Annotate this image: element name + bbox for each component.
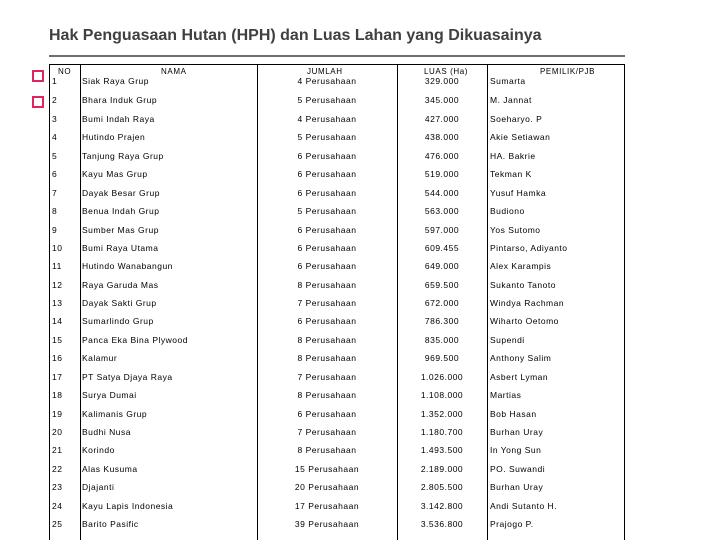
cell-pemilik: Akie Setiawan <box>490 132 551 142</box>
cell-luas: 597.000 <box>424 225 460 235</box>
table-row <box>49 445 625 463</box>
table-row <box>49 76 625 94</box>
cell-jumlah: 8 Perusahaan <box>297 280 357 290</box>
cell-pemilik: Prajogo P. <box>490 519 534 529</box>
cell-nama: Bumi Raya Utama <box>82 243 159 253</box>
cell-no: 2 <box>52 95 58 105</box>
cell-jumlah: 20 Perusahaan <box>294 482 360 492</box>
cell-jumlah: 39 Perusahaan <box>294 519 360 529</box>
cell-no: 13 <box>52 298 63 308</box>
cell-no: 15 <box>52 335 63 345</box>
header-nama: NAMA <box>161 67 187 76</box>
cell-jumlah: 5 Perusahaan <box>297 206 357 216</box>
cell-jumlah: 7 Perusahaan <box>297 298 357 308</box>
cell-no: 9 <box>52 225 58 235</box>
table-row <box>49 206 625 224</box>
table-row <box>49 353 625 371</box>
cell-pemilik: Alex Karampis <box>490 261 552 271</box>
cell-pemilik: PO. Suwandi <box>490 464 546 474</box>
cell-luas: 476.000 <box>424 151 460 161</box>
cell-luas: 438.000 <box>424 132 460 142</box>
cell-luas: 1.026.000 <box>420 372 464 382</box>
cell-no: 23 <box>52 482 63 492</box>
table-row <box>49 95 625 113</box>
cell-no: 17 <box>52 372 63 382</box>
cell-jumlah: 6 Perusahaan <box>297 225 357 235</box>
cell-luas: 1.493.500 <box>420 445 464 455</box>
cell-jumlah: 6 Perusahaan <box>297 169 357 179</box>
cell-jumlah: 4 Perusahaan <box>297 76 357 86</box>
cell-nama: Raya Garuda Mas <box>82 280 159 290</box>
cell-pemilik: Bob Hasan <box>490 409 537 419</box>
cell-nama: Kalimanis Grup <box>82 409 148 419</box>
cell-pemilik: Burhan Uray <box>490 427 544 437</box>
cell-nama: Budhi Nusa <box>82 427 131 437</box>
cell-jumlah: 6 Perusahaan <box>297 316 357 326</box>
cell-pemilik: Andi Sutanto H. <box>490 501 558 511</box>
cell-no: 5 <box>52 151 58 161</box>
cell-pemilik: Yusuf Hamka <box>490 188 547 198</box>
table-row <box>49 482 625 500</box>
cell-luas: 3.142.800 <box>420 501 464 511</box>
cell-luas: 786.300 <box>424 316 460 326</box>
cell-pemilik: Soeharyo. P <box>490 114 543 124</box>
cell-no: 12 <box>52 280 63 290</box>
cell-luas: 329.000 <box>424 76 460 86</box>
cell-nama: Dayak Sakti Grup <box>82 298 157 308</box>
cell-no: 25 <box>52 519 63 529</box>
cell-nama: Kalamur <box>82 353 118 363</box>
cell-pemilik: Supendi <box>490 335 525 345</box>
page-title: Hak Penguasaan Hutan (HPH) dan Luas Lahan yang Dikuasainya <box>49 27 542 44</box>
cell-jumlah: 6 Perusahaan <box>297 188 357 198</box>
cell-no: 22 <box>52 464 63 474</box>
cell-no: 20 <box>52 427 63 437</box>
cell-nama: Djajanti <box>82 482 115 492</box>
cell-luas: 649.000 <box>424 261 460 271</box>
cell-jumlah: 8 Perusahaan <box>297 335 357 345</box>
cell-nama: Kayu Lapis Indonesia <box>82 501 174 511</box>
cell-no: 6 <box>52 169 58 179</box>
table-row <box>49 335 625 353</box>
cell-nama: Barito Pasific <box>82 519 139 529</box>
cell-jumlah: 4 Perusahaan <box>297 114 357 124</box>
header-pemilik: PEMILIK/PJB <box>540 67 596 76</box>
cell-pemilik: Martias <box>490 390 522 400</box>
table-row <box>49 169 625 187</box>
cell-no: 21 <box>52 445 63 455</box>
table-row <box>49 519 625 537</box>
cell-pemilik: Tekman K <box>490 169 532 179</box>
cell-luas: 1.108.000 <box>420 390 464 400</box>
cell-no: 14 <box>52 316 63 326</box>
table-row <box>49 132 625 150</box>
cell-pemilik: In Yong Sun <box>490 445 542 455</box>
cell-luas: 835.000 <box>424 335 460 345</box>
cell-no: 1 <box>52 76 58 86</box>
cell-pemilik: M. Jannat <box>490 95 532 105</box>
cell-no: 24 <box>52 501 63 511</box>
cell-luas: 427.000 <box>424 114 460 124</box>
cell-no: 11 <box>52 261 62 271</box>
header-luas: LUAS (Ha) <box>424 67 469 76</box>
cell-no: 8 <box>52 206 58 216</box>
cell-jumlah: 8 Perusahaan <box>297 353 357 363</box>
cell-luas: 969.500 <box>424 353 460 363</box>
cell-pemilik: HA. Bakrie <box>490 151 536 161</box>
cell-jumlah: 7 Perusahaan <box>297 427 357 437</box>
table-row <box>49 390 625 408</box>
cell-jumlah: 6 Perusahaan <box>297 243 357 253</box>
cell-luas: 3.536.800 <box>420 519 464 529</box>
cell-luas: 659.500 <box>424 280 460 290</box>
cell-pemilik: Windya Rachman <box>490 298 565 308</box>
cell-jumlah: 6 Perusahaan <box>297 151 357 161</box>
cell-jumlah: 6 Perusahaan <box>297 261 357 271</box>
cell-nama: Hutindo Wanabangun <box>82 261 173 271</box>
cell-pemilik: Anthony Salim <box>490 353 552 363</box>
table-row <box>49 225 625 243</box>
table-row <box>49 372 625 390</box>
table-row <box>49 280 625 298</box>
cell-luas: 1.352.000 <box>420 409 464 419</box>
cell-pemilik: Yos Sutomo <box>490 225 541 235</box>
cell-jumlah: 7 Perusahaan <box>297 372 357 382</box>
accent-square-icon <box>32 96 44 108</box>
cell-pemilik: Asbert Lyman <box>490 372 549 382</box>
cell-nama: Panca Eka Bina Plywood <box>82 335 188 345</box>
table-row <box>49 316 625 334</box>
cell-no: 10 <box>52 243 63 253</box>
cell-nama: Tanjung Raya Grup <box>82 151 164 161</box>
cell-jumlah: 17 Perusahaan <box>294 501 360 511</box>
cell-luas: 563.000 <box>424 206 460 216</box>
table-row <box>49 464 625 482</box>
cell-nama: Hutindo Prajen <box>82 132 146 142</box>
header-jumlah: JUMLAH <box>307 67 343 76</box>
table-row <box>49 298 625 316</box>
table-row <box>49 501 625 519</box>
cell-no: 18 <box>52 390 63 400</box>
cell-nama: Dayak Besar Grup <box>82 188 160 198</box>
cell-pemilik: Budiono <box>490 206 525 216</box>
cell-no: 19 <box>52 409 63 419</box>
cell-nama: Sumber Mas Grup <box>82 225 159 235</box>
cell-jumlah: 15 Perusahaan <box>294 464 360 474</box>
cell-luas: 609.455 <box>424 243 460 253</box>
cell-nama: Bumi Indah Raya <box>82 114 155 124</box>
cell-no: 4 <box>52 132 58 142</box>
header-no: NO <box>58 67 72 76</box>
cell-jumlah: 8 Perusahaan <box>297 445 357 455</box>
cell-pemilik: Burhan Uray <box>490 482 544 492</box>
cell-pemilik: Pintarso, Adiyanto <box>490 243 568 253</box>
table-row <box>49 243 625 261</box>
cell-pemilik: Wiharto Oetomo <box>490 316 559 326</box>
table-row <box>49 427 625 445</box>
cell-jumlah: 5 Perusahaan <box>297 95 357 105</box>
cell-nama: Siak Raya Grup <box>82 76 149 86</box>
cell-no: 3 <box>52 114 58 124</box>
cell-no: 16 <box>52 353 63 363</box>
cell-nama: Sumarlindo Grup <box>82 316 154 326</box>
title-divider <box>49 55 625 57</box>
table-row <box>49 151 625 169</box>
cell-luas: 544.000 <box>424 188 460 198</box>
cell-luas: 672.000 <box>424 298 460 308</box>
cell-luas: 345.000 <box>424 95 460 105</box>
accent-square-icon <box>32 70 44 82</box>
cell-jumlah: 6 Perusahaan <box>297 409 357 419</box>
cell-pemilik: Sumarta <box>490 76 526 86</box>
cell-nama: Korindo <box>82 445 115 455</box>
cell-pemilik: Sukanto Tanoto <box>490 280 556 290</box>
table-row <box>49 114 625 132</box>
cell-jumlah: 8 Perusahaan <box>297 390 357 400</box>
table-row <box>49 409 625 427</box>
cell-luas: 2.805.500 <box>420 482 464 492</box>
cell-luas: 519.000 <box>424 169 460 179</box>
cell-nama: Surya Dumai <box>82 390 137 400</box>
cell-nama: Kayu Mas Grup <box>82 169 148 179</box>
cell-nama: Alas Kusuma <box>82 464 138 474</box>
cell-nama: Benua Indah Grup <box>82 206 160 216</box>
cell-no: 7 <box>52 188 58 198</box>
cell-jumlah: 5 Perusahaan <box>297 132 357 142</box>
table-row <box>49 261 625 279</box>
cell-nama: Bhara Induk Grup <box>82 95 158 105</box>
cell-nama: PT Satya Djaya Raya <box>82 372 173 382</box>
cell-luas: 2.189.000 <box>420 464 464 474</box>
table-row <box>49 188 625 206</box>
cell-luas: 1.180.700 <box>420 427 464 437</box>
